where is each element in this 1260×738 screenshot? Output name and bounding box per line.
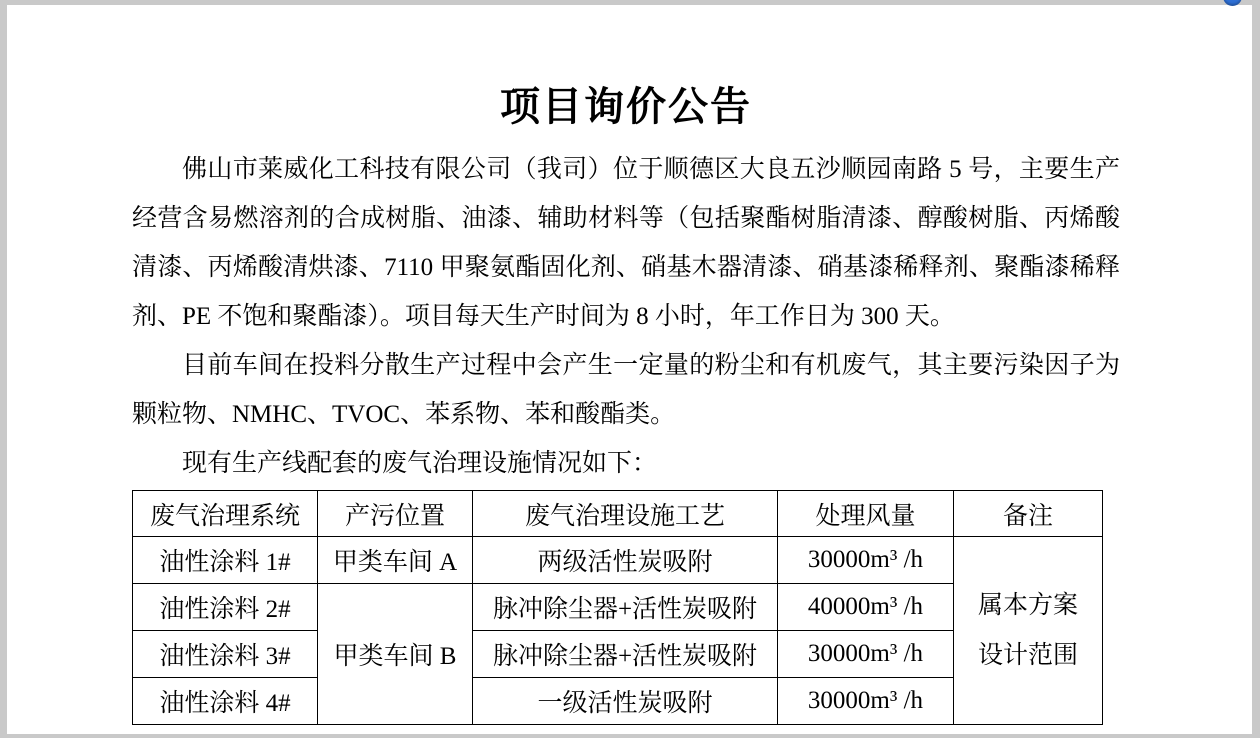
cell-process: 一级活性炭吸附 xyxy=(473,678,778,725)
col-header-location: 产污位置 xyxy=(318,491,473,537)
cell-process: 脉冲除尘器+活性炭吸附 xyxy=(473,584,778,631)
paragraph-company-intro: 佛山市莱威化工科技有限公司（我司）位于顺德区大良五沙顺园南路 5 号，主要生产经营含易燃溶剂的合成树脂、油漆、辅助材料等（包括聚酯树脂清漆、醇酸树脂、丙烯酸清漆、丙烯酸清烘漆、7110 甲聚氨酯固化剂、硝基木器清漆、硝基漆稀释剂、聚酯漆稀释剂、PE 不饱和聚酯漆）。项目每天生产时间为 8 小时，年工作日为 300 天。 xyxy=(132,156,1120,330)
table-row xyxy=(133,537,1103,584)
cell-system: 油性涂料 3# xyxy=(133,631,318,678)
cell-airflow: 30000m³ /h xyxy=(778,678,954,725)
paragraph-pollutants: 目前车间在投料分散生产过程中会产生一定量的粉尘和有机废气，其主要污染因子为颗粒物、NMHC、TVOC、苯系物、苯和酸酯类。 xyxy=(132,352,1120,428)
cell-system: 油性涂料 1# xyxy=(133,537,318,584)
treatment-facilities-table xyxy=(132,490,1103,725)
cell-airflow: 40000m³ /h xyxy=(778,584,954,631)
remark-line: 属本方案 xyxy=(977,591,1078,619)
cell-remark xyxy=(954,537,1103,725)
col-header-process: 废气治理设施工艺 xyxy=(473,491,778,537)
cell-system: 油性涂料 4# xyxy=(133,678,318,725)
cell-location: 甲类车间 A xyxy=(318,537,473,584)
cell-airflow: 30000m³ /h xyxy=(778,537,954,584)
col-header-system: 废气治理系统 xyxy=(133,491,318,537)
cell-process: 两级活性炭吸附 xyxy=(473,537,778,584)
document-content xyxy=(132,5,1120,725)
page-title: 项目询价公告 xyxy=(500,84,752,129)
cell-system: 油性涂料 2# xyxy=(133,584,318,631)
cell-process: 脉冲除尘器+活性炭吸附 xyxy=(473,631,778,678)
col-header-remark: 备注 xyxy=(954,491,1103,537)
cell-airflow: 30000m³ /h xyxy=(778,631,954,678)
col-header-airflow: 处理风量 xyxy=(778,491,954,537)
paragraph-table-lead-in: 现有生产线配套的废气治理设施情况如下： xyxy=(182,450,658,477)
table-header-row xyxy=(133,491,1103,537)
cell-location: 甲类车间 B xyxy=(318,584,473,725)
remark-line: 设计范围 xyxy=(977,641,1078,669)
document-page xyxy=(7,5,1252,734)
